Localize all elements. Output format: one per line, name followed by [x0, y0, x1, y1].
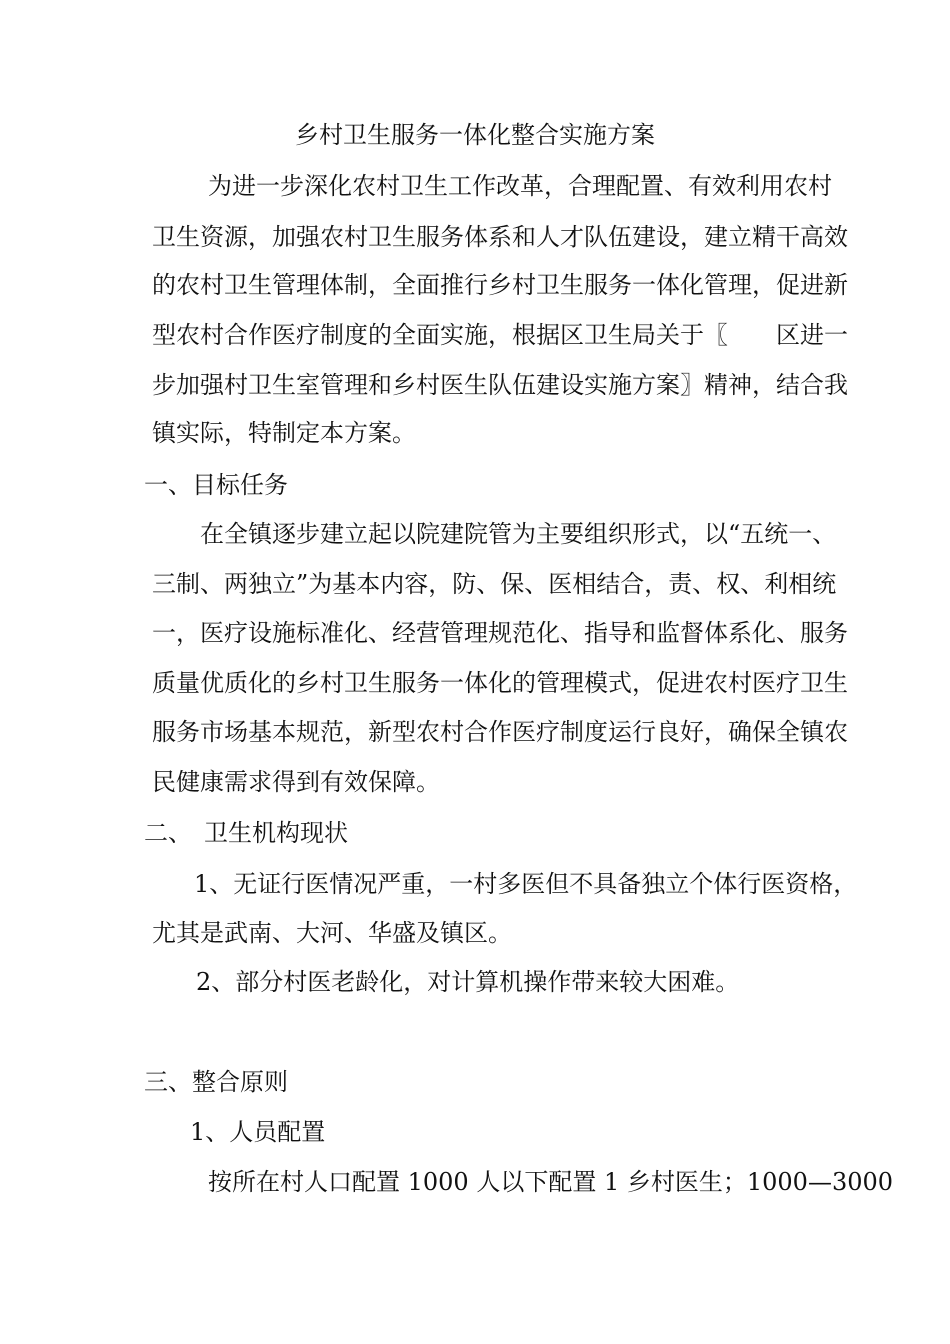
section3-heading: 三、整合原则: [144, 1068, 288, 1096]
section3-sub1-heading: 1、人员配置: [190, 1118, 326, 1146]
section1-line-2: 三制、两独立”为基本内容，防、保、医相结合，责、权、利相统: [152, 570, 837, 598]
intro-line-5: 步加强村卫生室管理和乡村医生队伍建设实施方案〗精神，结合我: [152, 371, 848, 399]
intro-line-1: 为进一步深化农村卫生工作改革，合理配置、有效利用农村: [208, 172, 832, 200]
section1-line-6: 民健康需求得到有效保障。: [152, 768, 440, 796]
document-title: 乡村卫生服务一体化整合实施方案: [295, 121, 655, 149]
section2-item1-line-1: 1、无证行医情况严重，一村多医但不具备独立个体行医资格，: [194, 870, 858, 898]
intro-line-2: 卫生资源，加强农村卫生服务体系和人才队伍建设，建立精干高效: [152, 223, 848, 251]
section1-line-4: 质量优质化的乡村卫生服务一体化的管理模式，促进农村医疗卫生: [152, 669, 848, 697]
section2-heading: 二、 卫生机构现状: [144, 819, 348, 847]
section1-heading: 一、目标任务: [144, 471, 288, 499]
section1-line-1: 在全镇逐步建立起以院建院管为主要组织形式，以“五统一、: [200, 520, 837, 548]
section1-line-5: 服务市场基本规范，新型农村合作医疗制度运行良好，确保全镇农: [152, 718, 848, 746]
intro-line-4: 型农村合作医疗制度的全面实施，根据区卫生局关于〖 区进一: [152, 321, 848, 349]
section2-item1-line-2: 尤其是武南、大河、华盛及镇区。: [152, 919, 512, 947]
section3-sub1-line: 按所在村人口配置 1000 人以下配置 1 乡村医生；1000—3000: [208, 1168, 894, 1196]
intro-line-6: 镇实际，特制定本方案。: [152, 419, 416, 447]
section1-line-3: 一，医疗设施标准化、经营管理规范化、指导和监督体系化、服务: [152, 619, 848, 647]
intro-line-3: 的农村卫生管理体制，全面推行乡村卫生服务一体化管理，促进新: [152, 271, 848, 299]
section2-item2: 2、部分村医老龄化，对计算机操作带来较大困难。: [196, 968, 740, 996]
